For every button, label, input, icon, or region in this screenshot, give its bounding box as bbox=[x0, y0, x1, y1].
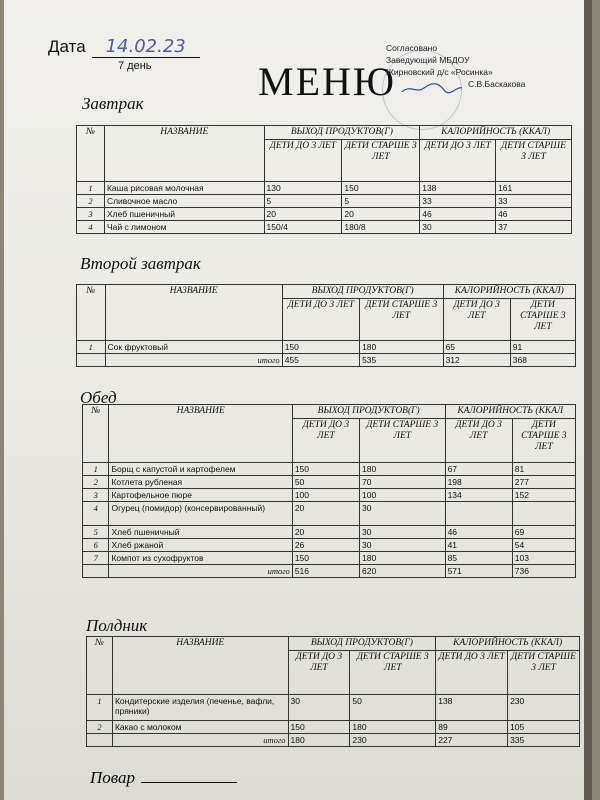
total-row bbox=[77, 354, 576, 367]
col-cal-over3: ДЕТИ СТАРШЕ 3 ЛЕТ bbox=[512, 419, 575, 463]
col-number: № bbox=[87, 637, 113, 695]
date-label: Дата bbox=[48, 37, 86, 56]
menu-sheet bbox=[4, 0, 592, 800]
total-label: итого bbox=[105, 354, 282, 367]
col-name: НАЗВАНИЕ bbox=[112, 637, 288, 695]
yield-over3: 100 bbox=[360, 489, 446, 502]
table-row bbox=[83, 476, 576, 489]
dish-name: Борщ с капустой и картофелем bbox=[109, 463, 292, 476]
cal-over3: 81 bbox=[512, 463, 575, 476]
row-number: 3 bbox=[83, 489, 109, 502]
cal-over3: 277 bbox=[512, 476, 575, 489]
row-number: 1 bbox=[83, 463, 109, 476]
yield-under3: 150/4 bbox=[264, 221, 342, 234]
lunch-title: Обед bbox=[80, 388, 117, 407]
total-yield-under3: 455 bbox=[282, 354, 359, 367]
dish-name: Огурец (помидор) (консервированный) bbox=[109, 502, 292, 526]
total-yield-under3: 516 bbox=[292, 565, 359, 578]
yield-under3: 20 bbox=[292, 502, 359, 526]
cal-under3: 30 bbox=[420, 221, 496, 234]
breakfast-table bbox=[76, 125, 572, 234]
row-number: 1 bbox=[77, 341, 106, 354]
col-yield: ВЫХОД ПРОДУКТОВ(Г) bbox=[288, 637, 436, 651]
dish-name: Хлеб пшеничный bbox=[104, 208, 264, 221]
table-row bbox=[87, 695, 580, 721]
snack-table bbox=[86, 636, 580, 747]
row-number: 2 bbox=[77, 195, 105, 208]
table-row bbox=[77, 182, 572, 195]
cal-under3: 89 bbox=[436, 721, 508, 734]
table-row bbox=[83, 502, 576, 526]
cal-over3: 161 bbox=[496, 182, 572, 195]
cal-under3: 138 bbox=[420, 182, 496, 195]
total-yield-over3: 535 bbox=[360, 354, 444, 367]
dish-name: Кондитерские изделия (печенье, вафли, пряники) bbox=[112, 695, 288, 721]
col-yield-over3: ДЕТИ СТАРШЕ 3 ЛЕТ bbox=[360, 419, 446, 463]
cal-under3: 85 bbox=[445, 552, 512, 565]
total-cal-over3: 368 bbox=[510, 354, 575, 367]
page-edge bbox=[584, 0, 592, 800]
col-cal-under3: ДЕТИ ДО 3 ЛЕТ bbox=[445, 419, 512, 463]
yield-over3: 180 bbox=[350, 721, 436, 734]
chef-signature-line bbox=[141, 768, 237, 783]
yield-over3: 180 bbox=[360, 463, 446, 476]
col-cal-under3: ДЕТИ ДО 3 ЛЕТ bbox=[443, 299, 510, 341]
table-row bbox=[83, 526, 576, 539]
total-label: итого bbox=[112, 734, 288, 747]
yield-over3: 180 bbox=[360, 341, 444, 354]
snack-title: Полдник bbox=[86, 616, 148, 635]
col-yield-over3: ДЕТИ СТАРШЕ 3 ЛЕТ bbox=[360, 299, 444, 341]
yield-under3: 50 bbox=[292, 476, 359, 489]
col-yield-under3: ДЕТИ ДО 3 ЛЕТ bbox=[292, 419, 359, 463]
approval-line: Жирновский д/с «Росинка» bbox=[386, 67, 493, 77]
table-row bbox=[83, 463, 576, 476]
total-cal-under3: 227 bbox=[436, 734, 508, 747]
dish-name: Чай с лимоном bbox=[104, 221, 264, 234]
yield-over3: 30 bbox=[360, 539, 446, 552]
day-number: 7 день bbox=[118, 60, 152, 72]
cal-under3: 65 bbox=[443, 341, 510, 354]
cal-under3: 33 bbox=[420, 195, 496, 208]
yield-under3: 150 bbox=[292, 463, 359, 476]
total-cal-under3: 312 bbox=[443, 354, 510, 367]
total-label: итого bbox=[109, 565, 292, 578]
row-number: 1 bbox=[77, 182, 105, 195]
date-line bbox=[48, 36, 200, 58]
yield-over3: 150 bbox=[342, 182, 420, 195]
col-name: НАЗВАНИЕ bbox=[109, 405, 292, 463]
page-title: МЕНЮ bbox=[258, 59, 396, 104]
yield-under3: 100 bbox=[292, 489, 359, 502]
total-yield-under3: 180 bbox=[288, 734, 350, 747]
col-cal-over3: ДЕТИ СТАРШЕ 3 ЛЕТ bbox=[496, 140, 572, 182]
total-row bbox=[87, 734, 580, 747]
yield-under3: 150 bbox=[282, 341, 359, 354]
cal-over3: 69 bbox=[512, 526, 575, 539]
row-number: 2 bbox=[83, 476, 109, 489]
col-cal-over3: ДЕТИ СТАРШЕ 3 ЛЕТ bbox=[508, 651, 580, 695]
yield-under3: 20 bbox=[264, 208, 342, 221]
dish-name: Сок фруктовый bbox=[105, 341, 282, 354]
col-number: № bbox=[77, 126, 105, 182]
cal-over3: 105 bbox=[508, 721, 580, 734]
signature-icon bbox=[400, 80, 464, 96]
col-yield: ВЫХОД ПРОДУКТОВ(Г) bbox=[264, 126, 420, 140]
col-calories: КАЛОРИЙНОСТЬ (ККАЛ) bbox=[436, 637, 580, 651]
cal-over3: 152 bbox=[512, 489, 575, 502]
yield-under3: 26 bbox=[292, 539, 359, 552]
lunch-table bbox=[82, 404, 576, 578]
total-cal-over3: 335 bbox=[508, 734, 580, 747]
row-number: 3 bbox=[77, 208, 105, 221]
col-number: № bbox=[83, 405, 109, 463]
cal-under3: 198 bbox=[445, 476, 512, 489]
col-calories: КАЛОРИЙНОСТЬ (ККАЛ) bbox=[420, 126, 572, 140]
yield-under3: 150 bbox=[288, 721, 350, 734]
total-yield-over3: 620 bbox=[360, 565, 446, 578]
cal-over3: 230 bbox=[508, 695, 580, 721]
yield-over3: 30 bbox=[360, 502, 446, 526]
col-yield: ВЫХОД ПРОДУКТОВ(Г) bbox=[292, 405, 445, 419]
table-row bbox=[87, 721, 580, 734]
col-cal-under3: ДЕТИ ДО 3 ЛЕТ bbox=[436, 651, 508, 695]
cal-under3: 67 bbox=[445, 463, 512, 476]
row-number: 6 bbox=[83, 539, 109, 552]
approval-line: С.В.Баскакова bbox=[468, 79, 526, 89]
yield-over3: 70 bbox=[360, 476, 446, 489]
cal-over3: 46 bbox=[496, 208, 572, 221]
col-yield-under3: ДЕТИ ДО 3 ЛЕТ bbox=[282, 299, 359, 341]
dish-name: Котлета рубленая bbox=[109, 476, 292, 489]
col-yield-over3: ДЕТИ СТАРШЕ 3 ЛЕТ bbox=[342, 140, 420, 182]
table-row bbox=[83, 552, 576, 565]
dish-name: Картофельное пюре bbox=[109, 489, 292, 502]
yield-under3: 30 bbox=[288, 695, 350, 721]
yield-under3: 130 bbox=[264, 182, 342, 195]
col-yield-under3: ДЕТИ ДО 3 ЛЕТ bbox=[264, 140, 342, 182]
cal-over3 bbox=[512, 502, 575, 526]
cal-over3: 91 bbox=[510, 341, 575, 354]
col-yield-under3: ДЕТИ ДО 3 ЛЕТ bbox=[288, 651, 350, 695]
cal-under3: 46 bbox=[420, 208, 496, 221]
col-yield: ВЫХОД ПРОДУКТОВ(Г) bbox=[282, 285, 443, 299]
col-calories: КАЛОРИЙНОСТЬ (ККАЛ) bbox=[443, 285, 575, 299]
total-cal-over3: 736 bbox=[512, 565, 575, 578]
dish-name: Хлеб пшеничный bbox=[109, 526, 292, 539]
cal-over3: 33 bbox=[496, 195, 572, 208]
cal-under3: 138 bbox=[436, 695, 508, 721]
col-name: НАЗВАНИЕ bbox=[104, 126, 264, 182]
total-row bbox=[83, 565, 576, 578]
dish-name: Каша рисовая молочная bbox=[104, 182, 264, 195]
cal-over3: 54 bbox=[512, 539, 575, 552]
col-calories: КАЛОРИЙНОСТЬ (ККАЛ bbox=[445, 405, 575, 419]
row-number: 5 bbox=[83, 526, 109, 539]
approval-line: Согласовано bbox=[386, 43, 438, 53]
dish-name: Компот из сухофруктов bbox=[109, 552, 292, 565]
cal-under3: 134 bbox=[445, 489, 512, 502]
yield-under3: 20 bbox=[292, 526, 359, 539]
yield-under3: 150 bbox=[292, 552, 359, 565]
date-value: 14.02.23 bbox=[92, 36, 200, 58]
row-number: 4 bbox=[83, 502, 109, 526]
yield-over3: 5 bbox=[342, 195, 420, 208]
table-row bbox=[77, 221, 572, 234]
cal-under3: 41 bbox=[445, 539, 512, 552]
col-yield-over3: ДЕТИ СТАРШЕ 3 ЛЕТ bbox=[350, 651, 436, 695]
second-breakfast-title: Второй завтрак bbox=[80, 254, 201, 273]
col-cal-under3: ДЕТИ ДО 3 ЛЕТ bbox=[420, 140, 496, 182]
second-breakfast-table bbox=[76, 284, 576, 367]
approval-line: Заведующий МБДОУ bbox=[386, 55, 470, 65]
table-row bbox=[83, 539, 576, 552]
yield-over3: 30 bbox=[360, 526, 446, 539]
row-number: 7 bbox=[83, 552, 109, 565]
cal-under3 bbox=[445, 502, 512, 526]
col-number: № bbox=[77, 285, 106, 341]
yield-over3: 180/8 bbox=[342, 221, 420, 234]
table-row bbox=[77, 341, 576, 354]
yield-under3: 5 bbox=[264, 195, 342, 208]
yield-over3: 50 bbox=[350, 695, 436, 721]
cal-over3: 103 bbox=[512, 552, 575, 565]
table-row bbox=[77, 195, 572, 208]
table-row bbox=[83, 489, 576, 502]
row-number: 1 bbox=[87, 695, 113, 721]
dish-name: Сливочное масло bbox=[104, 195, 264, 208]
chef-label: Повар bbox=[90, 768, 136, 787]
total-cal-under3: 571 bbox=[445, 565, 512, 578]
dish-name: Какао с молоком bbox=[112, 721, 288, 734]
col-name: НАЗВАНИЕ bbox=[105, 285, 282, 341]
cal-over3: 37 bbox=[496, 221, 572, 234]
dish-name: Хлеб ржаной bbox=[109, 539, 292, 552]
col-cal-over3: ДЕТИ СТАРШЕ 3 ЛЕТ bbox=[510, 299, 575, 341]
row-number: 2 bbox=[87, 721, 113, 734]
yield-over3: 180 bbox=[360, 552, 446, 565]
chef-line bbox=[90, 768, 237, 788]
row-number: 4 bbox=[77, 221, 105, 234]
table-row bbox=[77, 208, 572, 221]
cal-under3: 46 bbox=[445, 526, 512, 539]
yield-over3: 20 bbox=[342, 208, 420, 221]
total-yield-over3: 230 bbox=[350, 734, 436, 747]
breakfast-title: Завтрак bbox=[82, 94, 144, 113]
